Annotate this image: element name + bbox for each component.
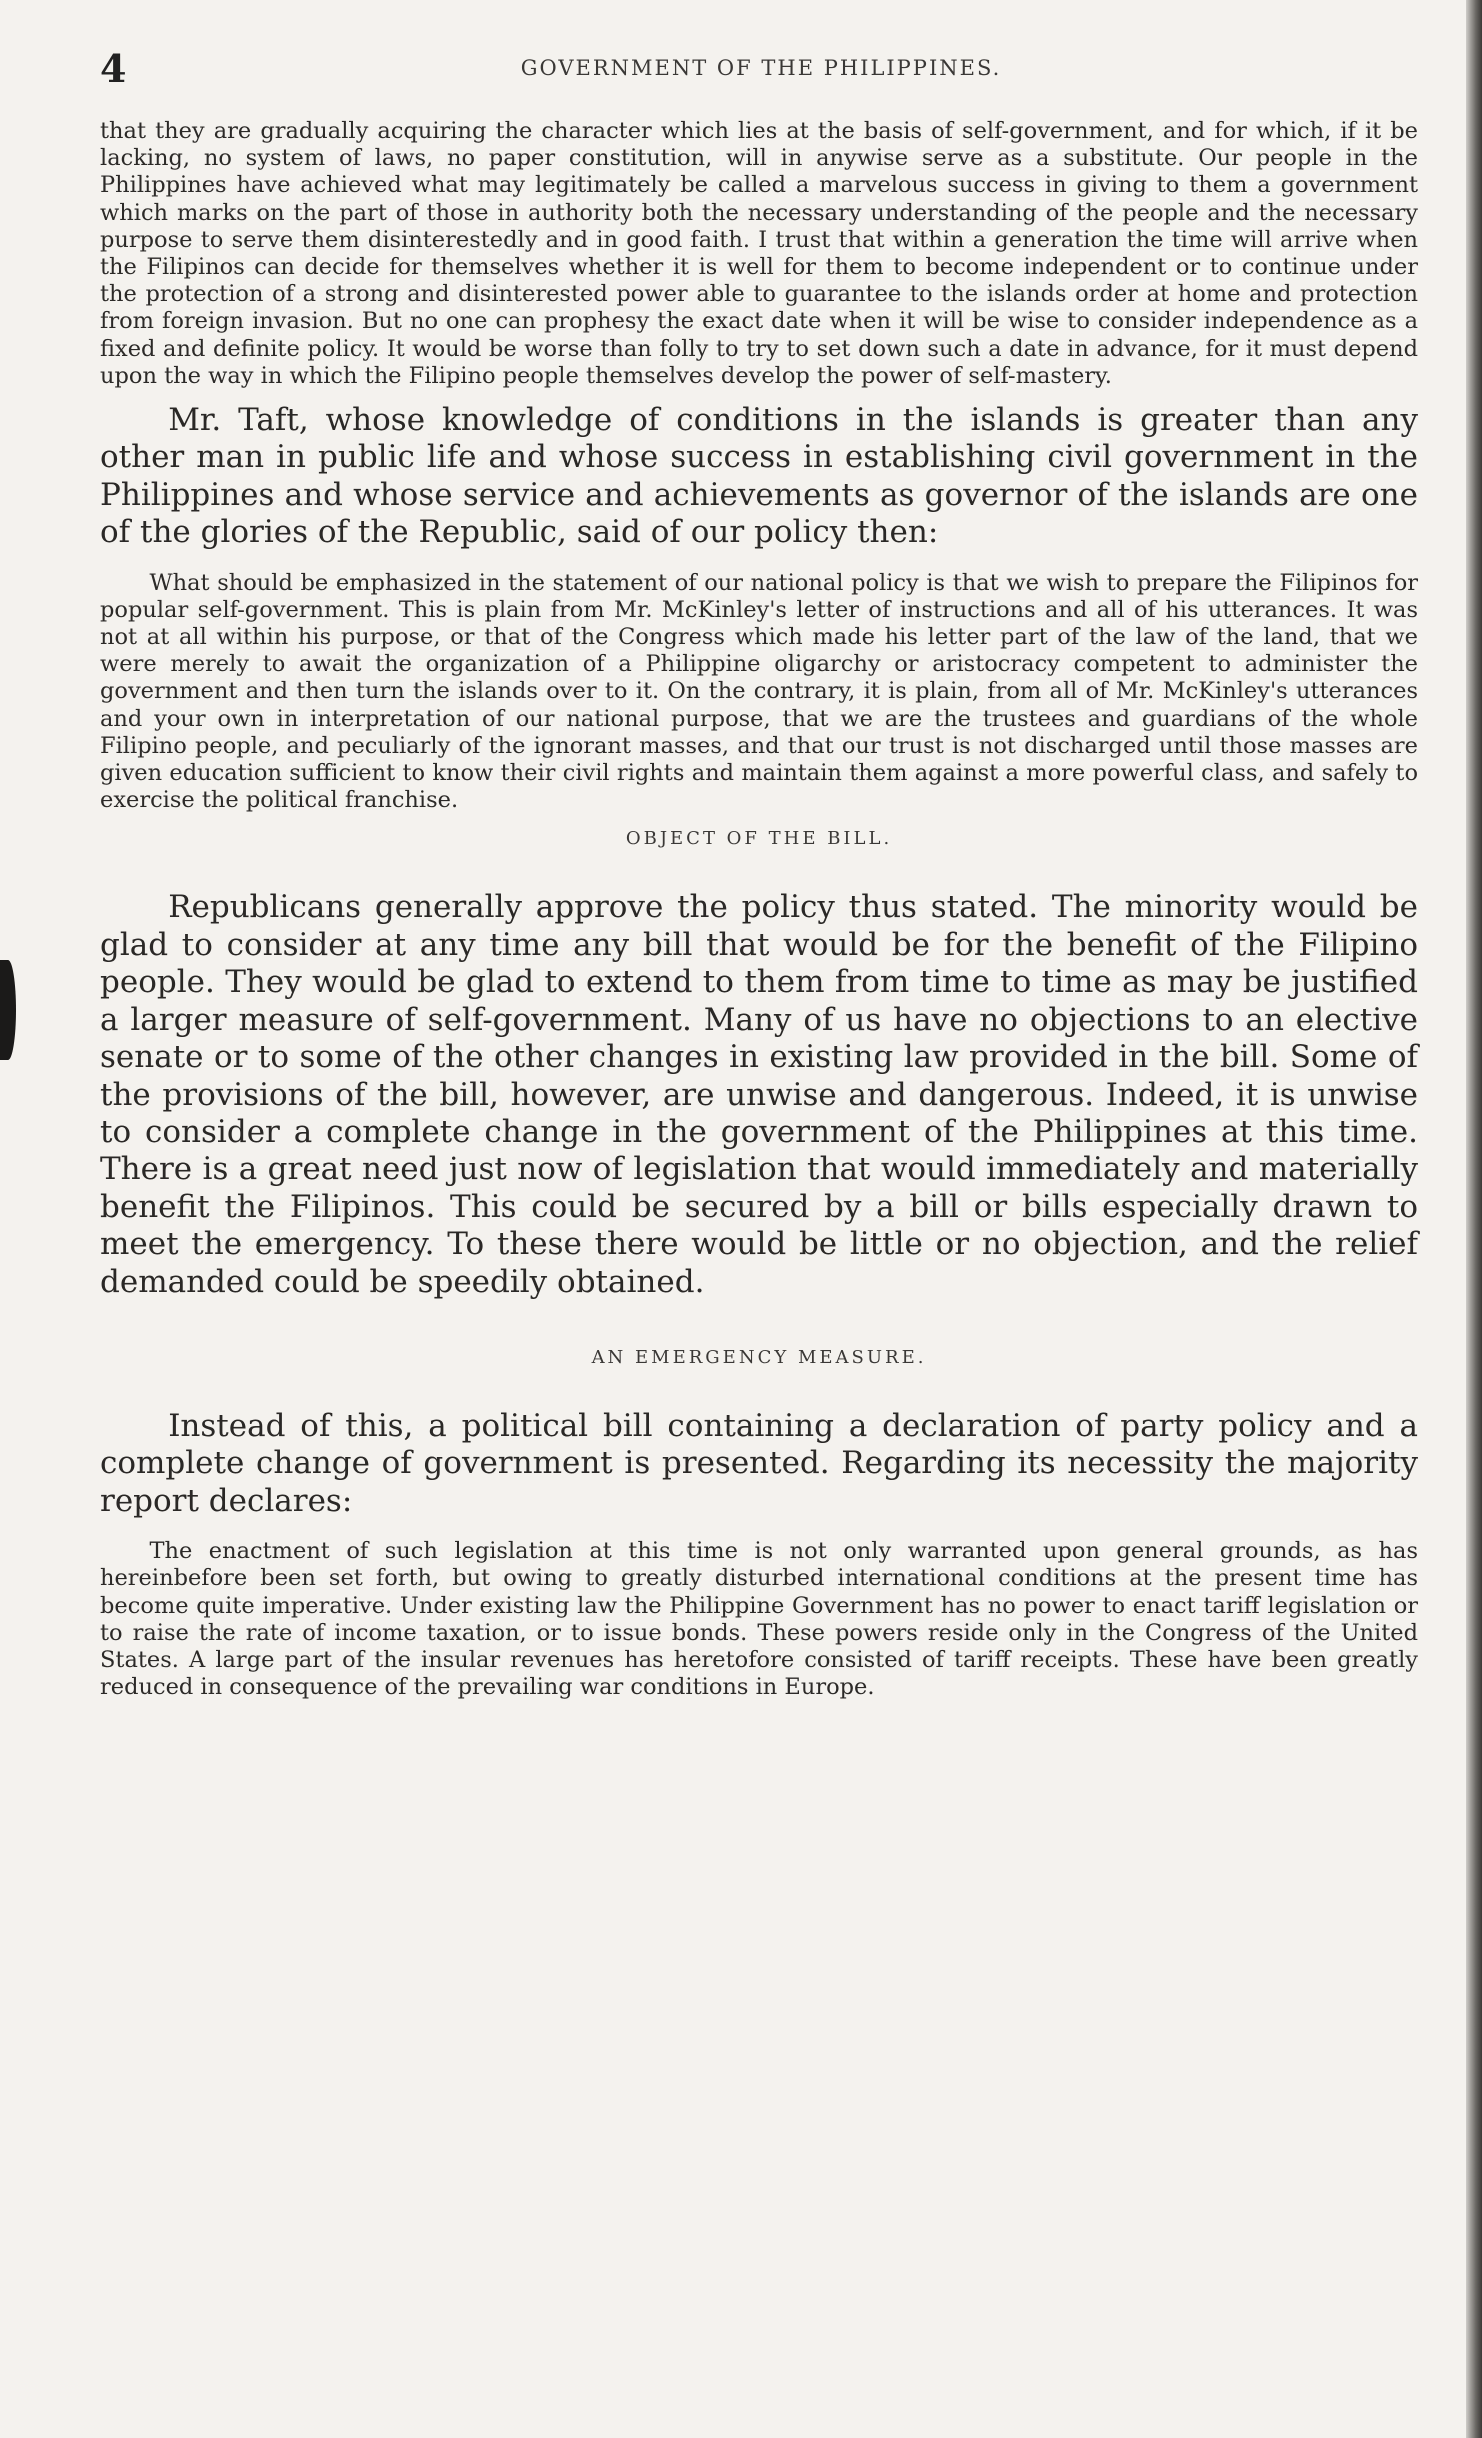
majority-report-quotation xyxy=(100,1538,1418,1701)
section-heading-emergency-measure: AN EMERGENCY MEASURE. xyxy=(591,1346,927,1368)
taft-paragraph: Mr. Taft, whose knowledge of conditions in the islands is greater than any other man in public life and whose success in establishing civil government in the Philippines and whose service and achievements as governor of the islands are one of the glories of the Republic, said of our policy then: xyxy=(100,402,1418,551)
running-head: GOVERNMENT OF THE PHILIPPINES. xyxy=(520,56,1002,80)
taft-quotation-text: What should be emphasized in the statement of our national policy is that we wish to prepare the Filipinos for popular self-government. This is plain from Mr. McKinley's letter of instructions and all of his utterances. It was not at all within his purpose, or that of the Congress which made his letter part of the law of the land, that we were merely to await the organization of a Philippine oligarchy or aristocracy competent to administer the government and then turn the islands over to it. On the contrary, it is plain, from all of Mr. McKinley's utterances and your own in interpretation of our national purpose, that we are the trustees and guardians of the whole Filipino people, and peculiarly of the ignorant masses, and that our trust is not discharged until those masses are given education sufficient to know their civil rights and maintain them against a more powerful class, and safely to exercise the political franchise. xyxy=(100,569,1418,814)
section-heading-object-of-bill: OBJECT OF THE BILL. xyxy=(625,828,893,850)
taft-quotation xyxy=(100,570,1418,815)
political-bill-paragraph: Instead of this, a political bill containing a declaration of party policy and a complete change of government is presented. Regarding its necessity the majority report declares: xyxy=(100,1407,1418,1519)
page-edge-shadow xyxy=(1466,0,1482,2438)
majority-report-text: The enactment of such legislation at this time is not only warranted upon general grounds, as has hereinbefore been set forth, but owing to greatly disturbed international conditions at the present time has become quite imperative. Under existing law the Philippine Government has no power to enact tariff legislation or to raise the rate of income taxation, or to issue bonds. These powers reside only in the Congress of the United States. A large part of the insular revenues has heretofore consisted of tariff receipts. These have been greatly reduced in consequence of the prevailing war conditions in Europe. xyxy=(100,1538,1418,1701)
page-header xyxy=(100,46,1422,91)
quoted-paragraph-continued: that they are gradually acquiring the character which lies at the basis of self-government, and for which, if it be lacking, no system of laws, no paper constitution, will in anywise serve as a substitute. Our people in the Philippines have achieved what may legitimately be called a marvelous success in giving to them a government which marks on the part of those in authority both the necessary understanding of the people and the necessary purpose to serve them disinterestedly and in good faith. I trust that within a generation the time will arrive when the Filipinos can decide for themselves whether it is well for them to become independent or to continue under the protection of a strong and disinterested power able to guarantee to the islands order at home and protection from foreign invasion. But no one can prophesy the exact date when it will be wise to consider independence as a fixed and definite policy. It would be worse than folly to try to set down such a date in advance, for it must depend upon the way in which the Filipino people themselves develop the power of self-mastery. xyxy=(100,118,1418,389)
page-body xyxy=(100,118,1418,1701)
republicans-paragraph: Republicans generally approve the policy thus stated. The minority would be glad to consider at any time any bill that would be for the benefit of the Filipino people. They would be glad to extend to them from time to time as may be justified a larger measure of self-government. Many of us have no objections to an elective senate or to some of the other changes in existing law provided in the bill. Some of the provisions of the bill, however, are unwise and dangerous. Indeed, it is unwise to consider a complete change in the government of the Philippines at this time. There is a great need just now of legislation that would immediately and materially benefit the Filipinos. This could be secured by a bill or bills especially drawn to meet the emergency. To these there would be little or no objection, and the relief demanded could be speedily obtained. xyxy=(100,889,1418,1300)
page-number: 4 xyxy=(100,46,127,91)
binding-mark xyxy=(0,960,16,1060)
